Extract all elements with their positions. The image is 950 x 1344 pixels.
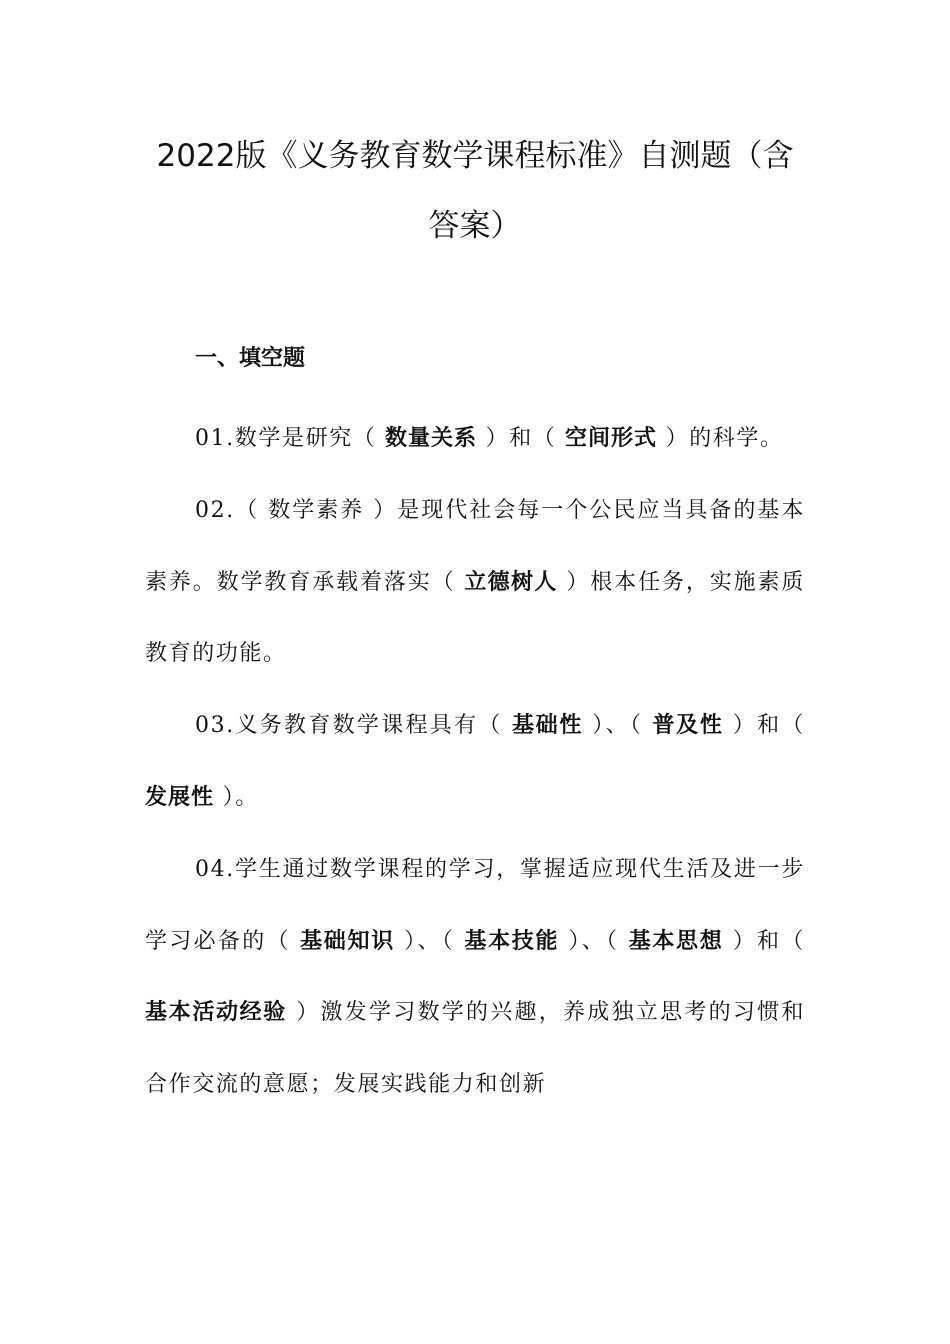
question-text: ）根本任务，实施素质教育的功能。 bbox=[145, 569, 805, 667]
answer-text: 发展性 bbox=[145, 784, 215, 810]
question-text: ）、（ bbox=[559, 928, 629, 954]
question-text: 01.数学是研究（ bbox=[195, 426, 385, 451]
answer-text: 普及性 bbox=[652, 713, 724, 739]
question-text: 02.（ 数学素养 ）是现代社会每一个公民应当具备的基本素养。数学教育承载着落实（ bbox=[145, 497, 805, 595]
answer-text: 基本思想 bbox=[628, 928, 724, 954]
answer-text: 立德树人 bbox=[464, 569, 558, 595]
answer-text: 基本活动经验 bbox=[145, 1000, 287, 1026]
question-01 bbox=[145, 403, 805, 475]
document-title-line2: 答案） bbox=[428, 208, 522, 244]
question-list bbox=[145, 403, 805, 1121]
question-text: ）和（ bbox=[723, 928, 805, 954]
answer-text: 数量关系 bbox=[384, 426, 477, 451]
question-03 bbox=[145, 690, 805, 834]
question-text: ）激发学习数学的兴趣，养成独立思考的习惯和合作交流的意愿；发展实践能力和创新 bbox=[145, 1000, 805, 1098]
question-04 bbox=[145, 834, 805, 1121]
question-text: ）、（ bbox=[394, 928, 465, 954]
question-text: 03.义务教育数学课程具有（ bbox=[195, 713, 512, 739]
answer-text: 空间形式 bbox=[565, 426, 658, 451]
document-title-line1: 2022版《义务教育数学课程标准》自测题（含 bbox=[156, 138, 794, 174]
question-text: ）。 bbox=[214, 784, 259, 810]
section-heading: 一、填空题 bbox=[195, 346, 306, 371]
question-text: ）、（ bbox=[583, 713, 653, 739]
question-text: 04.学生通过数学课程的学习，掌握适应现代生活及进一步学习必备的（ bbox=[145, 856, 805, 954]
answer-text: 基础性 bbox=[511, 713, 584, 739]
question-text: ）和（ bbox=[723, 713, 805, 739]
question-text: ）的科学。 bbox=[657, 426, 784, 451]
answer-text: 基础知识 bbox=[300, 928, 395, 954]
answer-text: 基本技能 bbox=[464, 928, 560, 954]
question-02 bbox=[145, 475, 805, 690]
question-text: ）和（ bbox=[477, 426, 565, 451]
